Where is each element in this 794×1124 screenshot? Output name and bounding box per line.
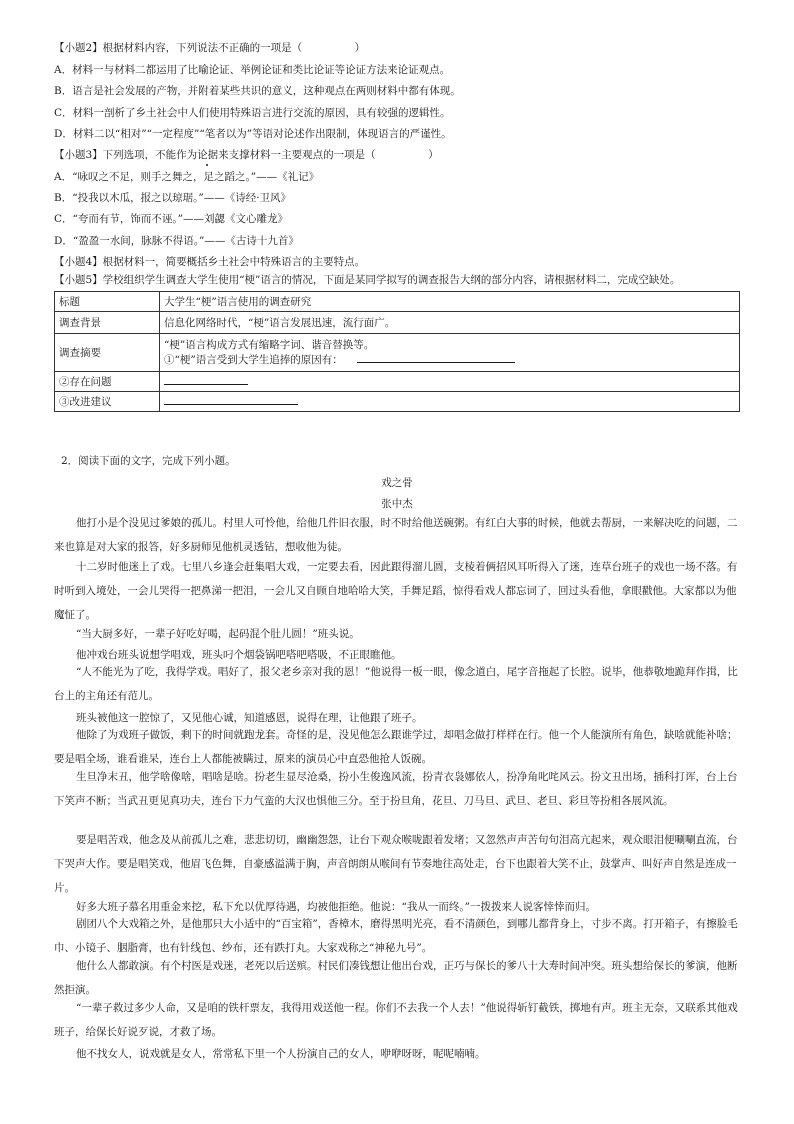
question-3-stem: 【小题3】下列选项，不能作为论据来支撑材料一主要观点的一项是（ ） — [54, 149, 439, 161]
answer-blank[interactable] — [164, 394, 298, 405]
summary-line-1: “梗”语言构成方式有缩略字词、谐音替换等。 — [164, 339, 375, 351]
row-content — [160, 334, 740, 372]
question-5-stem: 【小题5】学校组织学生调查大学生使用“梗”语言的情况，下面是某同学拟写的调查报告大纲的部分内容，请根据材料二，完成空缺处。 — [54, 274, 681, 286]
question-4-stem: 【小题4】根据材料一，简要概括乡土社会中特殊语言的主要特点。 — [54, 256, 366, 268]
row-label: 调查背景 — [55, 312, 160, 334]
emphasis-dot — [206, 164, 208, 166]
paragraph: “当大厨多好，一辈子好吃好喝，起码混个肚儿圆！”班头说。 — [76, 628, 360, 640]
story-title: 戏之骨 — [381, 477, 413, 489]
row-label: 标题 — [55, 292, 160, 312]
paragraph: 好多大班子慕名用重金来挖，私下允以优厚待遇，均被他拒绝。他说：“我从一而终。”一拨拨来人说客悻悻而归。 — [76, 901, 596, 913]
row-content — [160, 372, 740, 392]
paragraph: 他不找女人，说戏就是女人，常常私下里一个人扮演自己的女人，咿咿呀呀，呢呢喃喃。 — [76, 1048, 486, 1060]
row-content: 信息化网络时代，“梗”语言发展迅速，流行面广。 — [160, 312, 740, 334]
survey-outline-table — [54, 291, 740, 412]
table-row — [55, 334, 740, 372]
q3-option-b: B．“投我以木瓜，报之以琼琚。”——《诗经·卫风》 — [54, 192, 292, 204]
section-2-heading: 2．阅读下面的文字，完成下列小题。 — [61, 455, 236, 467]
paragraph: 他除了为戏班子做饭，剩下的时间就跑龙套。奇怪的是，没见他怎么跟谁学过，却唱念做打样样在行。他一个人能演所有角色，缺啥就能补啥；要是唱全场，谁看谁呆，连台上人都能被瞒过，原来的演员心中直恐他抢人饭碗。 — [54, 729, 738, 765]
table-row — [55, 312, 740, 334]
q3-option-a: A．“咏叹之不足，则手之舞之，足之蹈之。”——《礼记》 — [54, 171, 320, 183]
summary-line-2 — [164, 352, 735, 367]
q3-option-c: C．“夸而有节，饰而不诬。”——刘勰《文心雕龙》 — [54, 213, 289, 225]
answer-blank[interactable] — [164, 374, 248, 385]
q3-option-d: D．“盈盈一水间，脉脉不得语。”——《古诗十九首》 — [54, 235, 299, 247]
paragraph: “人不能光为了吃，我得学戏。唱好了，报父老乡亲对我的恩！”他说得一板一眼，像念道白，尾字音拖起了长腔。说毕，他恭敬地跪拜作揖，比台上的主角还有范儿。 — [54, 666, 738, 702]
paragraph: 生旦净末丑，他学啥像啥，唱啥是啥。扮老生显尽沧桑，扮小生俊逸风流，扮青衣袅娜依人，扮净角叱咤风云。扮文丑出场，插科打诨，台上台下笑声不断；当武丑更见真功夫，连台下力气蛮的大汉也惧他三分。至于扮旦角，花旦、刀马旦、武旦、老旦、彩旦等扮相各展风流。 — [54, 771, 738, 807]
paragraph: “一辈子救过多少人命，又是咱的铁杆票友，我得用戏送他一程。你们不去我一个人去！”他说得斩钉截铁，掷地有声。班主无奈，又联系其他戏班子，给保长好说歹说，才救了场。 — [54, 1002, 738, 1038]
paragraph: 班头被他这一腔惊了，又见他心诚，知道感恩，说得在理，让他跟了班子。 — [76, 712, 423, 724]
summary-line-2-text: ①“梗”语言受到大学生追捧的原因有： — [164, 354, 343, 366]
q2-option-d: D．材料二以“相对”“一定程度”“笔者以为”等语对论述作出限制，体现语言的严谨性。 — [54, 128, 452, 140]
table-row — [55, 392, 740, 412]
story-author: 张中杰 — [381, 498, 413, 510]
paragraph: 剧团八个大戏箱之外，是他那只大小适中的“百宝箱”，香樟木，磨得黑明光亮，看不清颜色，到哪儿都背身上，寸步不离。打开箱子，有擦脸毛巾、小镜子、胭脂膏，也有针线包、纱布，还有跌打丸。大家戏称之“神秘九号”。 — [54, 918, 738, 954]
row-content — [160, 392, 740, 412]
paragraph: 十二岁时他迷上了戏。七里八乡逢会赶集唱大戏，一定要去看，因此跟得溜儿圆，支棱着俩招风耳听得入了迷，连草台班子的戏也一场不落。有时听到入境处，一会儿哭得一把鼻涕一把泪，一会儿又自顾自地哈哈大笑，手舞足蹈，惊得看戏人都忘词了，回过头看他，拿眼戳他。大家都以为他魔怔了。 — [54, 561, 738, 621]
row-label: ③改进建议 — [55, 392, 160, 412]
q2-option-b: B．语言是社会发展的产物，并附着某些共识的意义，这种观点在两则材料中都有体现。 — [54, 85, 461, 97]
q2-option-a: A．材料一与材料二都运用了比喻论证、举例论证和类比论证等论证方法来论证观点。 — [54, 64, 451, 76]
table-row — [55, 292, 740, 312]
row-content: 大学生“梗”语言使用的调查研究 — [160, 292, 740, 312]
row-label: 调查摘要 — [55, 334, 160, 372]
question-2-stem: 【小题2】根据材料内容，下列说法不正确的一项是（ ） — [54, 42, 366, 54]
paragraph: 他什么人都敢演。有个村医是戏迷，老死以后送殡。村民们凑钱想让他出台戏，正巧与保长的爹八十大寿时间冲突。班头想给保长的爹演，他断然拒演。 — [54, 960, 738, 996]
table-row — [55, 372, 740, 392]
paragraph: 他打小是个没见过爹娘的孤儿。村里人可怜他，给他几件旧衣服，时不时给他送碗粥。有红白大事的时候，他就去帮厨，一来解决吃的问题，二来也算是对大家的报答，好多厨师见他机灵透钻，想收他为徒。 — [54, 517, 738, 553]
q2-option-c: C．材料一剖析了乡土社会中人们使用特殊语言进行交流的原因，具有较强的逻辑性。 — [54, 107, 451, 119]
row-label: ②存在问题 — [55, 372, 160, 392]
answer-blank[interactable] — [357, 352, 515, 363]
paragraph: 他冲戏台班头说想学唱戏，班头叼个烟袋锅吧嗒吧嗒吸，不正眼瞧他。 — [76, 649, 402, 661]
paragraph: 要是唱苦戏，他念及从前孤儿之难，悲悲切切，幽幽怨怨，让台下观众喉咙跟着发堵；又忽然声声苦句句泪高亢起来，观众眼泪便唰唰直流，台下哭声大作。要是唱笑戏，他眉飞色舞，自豪感溢满于胸，声音朗朗从喉间有节奏地往高处走，台下也跟着大笑不止，鼓掌声、叫好声自然是连成一片。 — [54, 834, 738, 894]
